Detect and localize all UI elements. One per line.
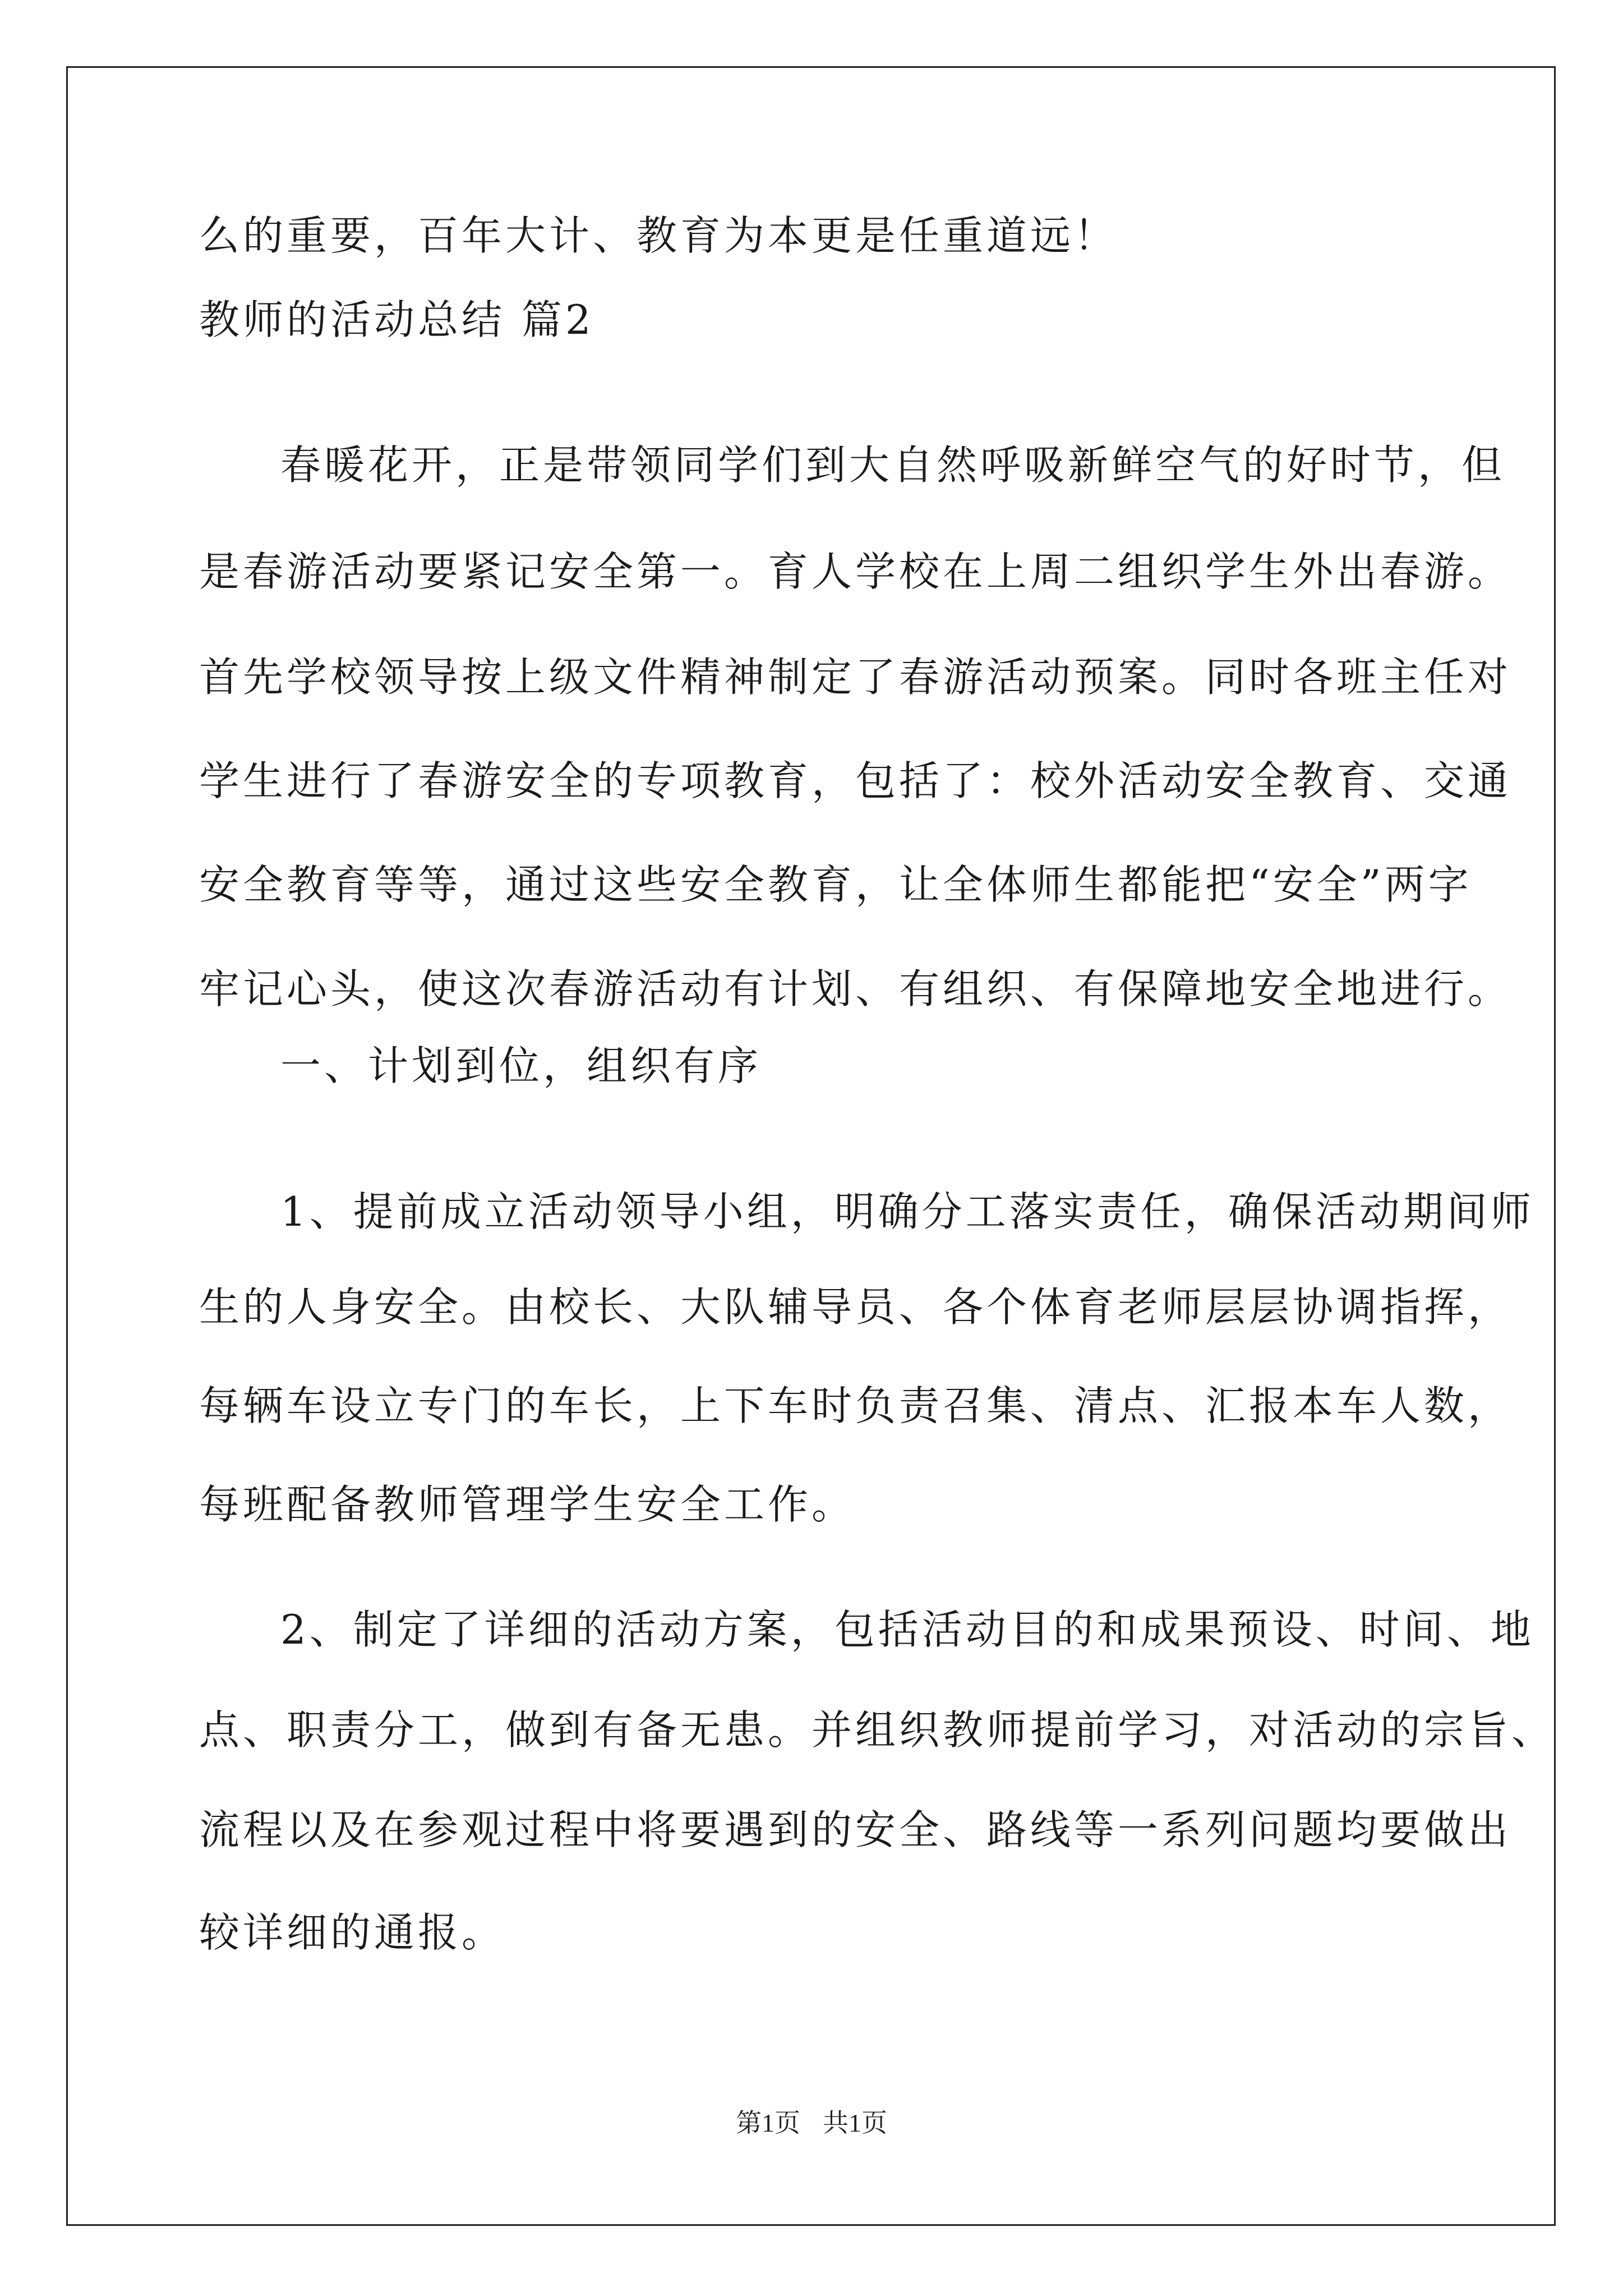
text-line: 学生进行了春游安全的专项教育，包括了：校外活动安全教育、交通	[199, 757, 1512, 804]
page-number: 第1页	[736, 2109, 800, 2137]
page-footer	[0, 2106, 1623, 2140]
text-line: 流程以及在参观过程中将要遇到的安全、路线等一系列问题均要做出	[199, 1806, 1512, 1853]
text-line: 安全教育等等，通过这些安全教育，让全体师生都能把“安全”两字	[199, 861, 1472, 908]
text-line: 每辆车设立专门的车长，上下车时负责召集、清点、汇报本车人数，	[199, 1382, 1512, 1429]
text-line: 较详细的通报。	[199, 1909, 506, 1956]
text-line: 么的重要，百年大计、教育为本更是任重道远！	[199, 212, 1118, 259]
text-line: 首先学校领导按上级文件精神制定了春游活动预案。同时各班主任对	[199, 654, 1512, 701]
page-border	[66, 66, 1556, 2226]
text-line: 生的人身安全。由校长、大队辅导员、各个体育老师层层协调指挥，	[199, 1283, 1512, 1331]
text-line: 春暖花开，正是带领同学们到大自然呼吸新鲜空气的好时节，但	[280, 441, 1506, 489]
text-line: 2、制定了详细的活动方案，包括活动目的和成果预设、时间、地	[280, 1606, 1534, 1653]
text-line: 是春游活动要紧记安全第一。育人学校在上周二组织学生外出春游。	[199, 548, 1512, 595]
subsection-heading: 一、计划到位，组织有序	[280, 1042, 762, 1089]
text-line: 点、职责分工，做到有备无患。并组织教师提前学习，对活动的宗旨、	[199, 1706, 1556, 1754]
text-line: 每班配备教师管理学生安全工作。	[199, 1481, 856, 1528]
section-heading: 教师的活动总结 篇2	[199, 296, 594, 343]
text-line: 1、提前成立活动领导小组，明确分工落实责任，确保活动期间师	[280, 1188, 1534, 1235]
page-total: 共1页	[823, 2109, 887, 2137]
text-line: 牢记心头，使这次春游活动有计划、有组织、有保障地安全地进行。	[199, 965, 1512, 1013]
